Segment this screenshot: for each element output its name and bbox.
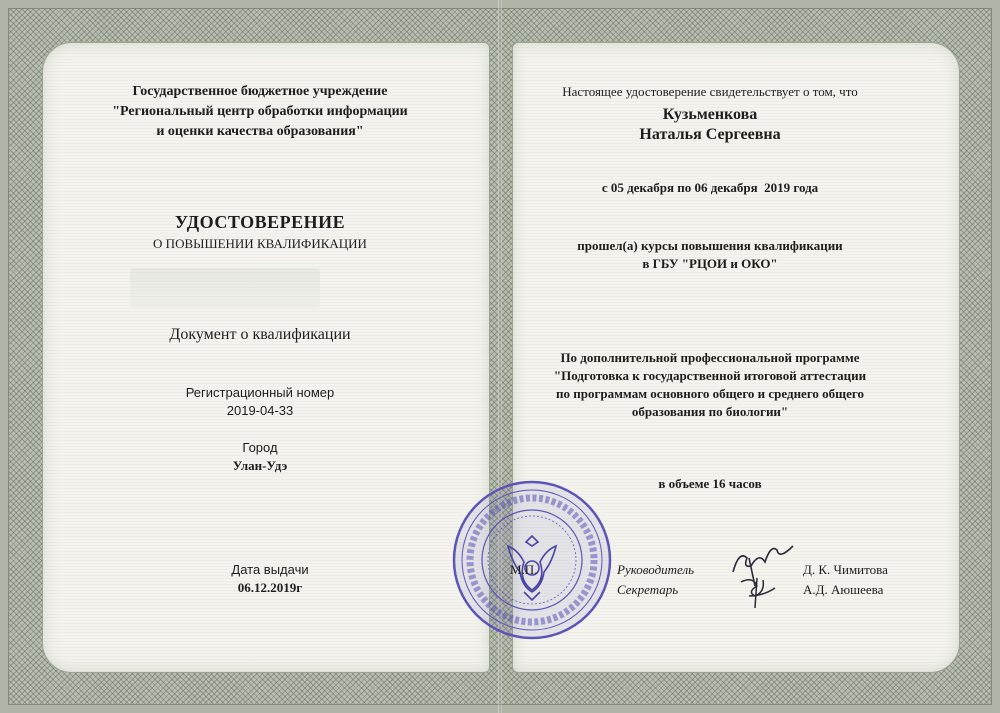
reg-label: Регистрационный номер	[185, 385, 335, 400]
secretary-signature	[735, 572, 785, 612]
course-period: с 05 декабря по 06 декабря 2019 года	[601, 180, 819, 195]
official-seal	[450, 478, 614, 642]
issue-label: Дата выдачи	[231, 562, 309, 577]
secretary-role: Секретарь	[617, 582, 679, 597]
program-line-1: По дополнительной профессиональной программе	[560, 350, 860, 365]
city-label: Город	[242, 440, 278, 455]
issue-date: 06.12.2019г	[237, 580, 303, 595]
background-watermark	[130, 268, 320, 308]
org-line-3: и оценки качества образования"	[156, 124, 364, 139]
reg-number: 2019-04-33	[226, 403, 294, 418]
holder-surname: Кузьменкова	[662, 106, 758, 123]
stamp-mark: М.П.	[510, 562, 538, 577]
secretary-name: А.Д. Аюшеева	[803, 582, 884, 597]
intro-text: Настоящее удостоверение свидетельствует о том, что	[562, 84, 858, 99]
program-line-4: образования по биологии"	[631, 404, 789, 419]
org-line-1: Государственное бюджетное учреждение	[132, 84, 388, 99]
program-line-2: "Подготовка к государственной итоговой аттестации	[553, 368, 867, 383]
course-line-2: в ГБУ "РЦОИ и ОКО"	[642, 256, 778, 271]
org-line-2: "Региональный центр обработки информации	[112, 104, 408, 119]
course-hours: в объеме 16 часов	[658, 476, 762, 491]
course-line-1: прошел(а) курсы повышения квалификации	[577, 238, 843, 253]
program-line-3: по программам основного общего и среднего общего	[555, 386, 864, 401]
doc-type: Документ о квалификации	[169, 326, 351, 343]
city-value: Улан-Удэ	[232, 458, 288, 473]
holder-name: Наталья Сергеевна	[639, 126, 781, 143]
doc-subtitle: О ПОВЫШЕНИИ КВАЛИФИКАЦИИ	[153, 236, 367, 251]
head-name: Д. К. Чимитова	[803, 562, 888, 577]
head-role: Руководитель	[617, 562, 695, 577]
doc-title: УДОСТОВЕРЕНИЕ	[174, 212, 346, 232]
